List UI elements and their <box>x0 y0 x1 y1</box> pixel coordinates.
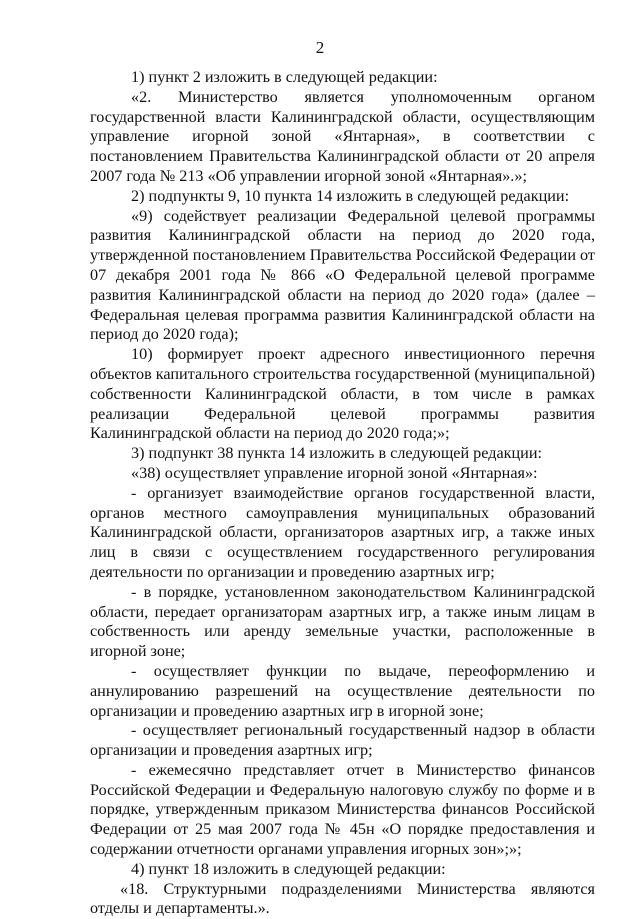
paragraph-subitem-10: 10) формирует проект адресного инвестиционного перечня объектов капитального строительства государственной (муниципальной) собственности Калининградской области, в том числе в рамках реализации Федеральной целевой программы развития Калининградской области на период до 2020 года;»; <box>90 345 595 443</box>
paragraph-item-1-intro: 1) пункт 2 изложить в следующей редакции: <box>131 68 438 86</box>
paragraph-subitem-38: «38) осуществляет управление игорной зоной «Янтарная»: <box>131 463 538 482</box>
paragraph-item-4-intro: 4) пункт 18 изложить в следующей редакции: <box>131 859 446 878</box>
paragraph-item-2-text: «2. Министерство является уполномоченным органом государственной власти Калининградской области, осуществляющим управление игорной зоной «Янтарная», в соответствии с постановлением Правительства Калининградской области от 20 апреля 2007 года № 213 «Об управлении игорной зоной «Янтарная».»; <box>90 87 595 185</box>
paragraph-subitem-9: «9) содействует реализации Федеральной целевой программы развития Калининградской области на период до 2020 года, утвержденной постановлением Правительства Российской Федерации от 07 декабря 2001 года № 866 «О Федеральной целевой программе развития Калининградской области на период до 2020 года» (далее – Федеральная целевая программа развития Калининградской области на период до 2020 года); <box>90 206 595 344</box>
paragraph-bullet-land-transfer: - в порядке, установленном законодательством Калининградской области, передает организаторам азартных игр, а также иным лицам в собственность или аренду земельные участки, расположенные в игорной зоне; <box>90 582 595 661</box>
paragraph-bullet-reporting: - ежемесячно представляет отчет в Министерство финансов Российской Федерации и Федеральную налоговую службу по форме и в порядке, утвержденным приказом Министерства финансов Российской Федерации от 25 мая 2007 года № 45н «О порядке предоставления и содержании отчетности органами управления игорных зон»;»; <box>90 760 595 859</box>
paragraph-bullet-supervision: - осуществляет региональный государственный надзор в области организации и проведения азартных игр; <box>90 721 595 760</box>
paragraph-item-3-intro: 3) подпункт 38 пункта 14 изложить в следующей редакции: <box>131 444 543 463</box>
paragraph-item-18-text: «18. Структурными подразделениями Министерства являются отделы и департаменты.». <box>90 879 595 918</box>
paragraph-bullet-permits: - осуществляет функции по выдаче, переоформлению и аннулированию разрешений на осуществление деятельности по организации и проведению азартных игр в игорной зоне; <box>90 661 595 720</box>
paragraph-item-2-intro: 2) подпункты 9, 10 пункта 14 изложить в следующей редакции: <box>131 186 570 205</box>
page-number: 2 <box>315 38 325 57</box>
document-body <box>90 68 595 919</box>
paragraph-bullet-cooperation: - организует взаимодействие органов государственной власти, органов местного самоуправления муниципальных образований Калининградской области, организаторов азартных игр, а также иных лиц в связи с осуществлением государственного регулирования деятельности по организации и проведению азартных игр; <box>90 483 595 581</box>
